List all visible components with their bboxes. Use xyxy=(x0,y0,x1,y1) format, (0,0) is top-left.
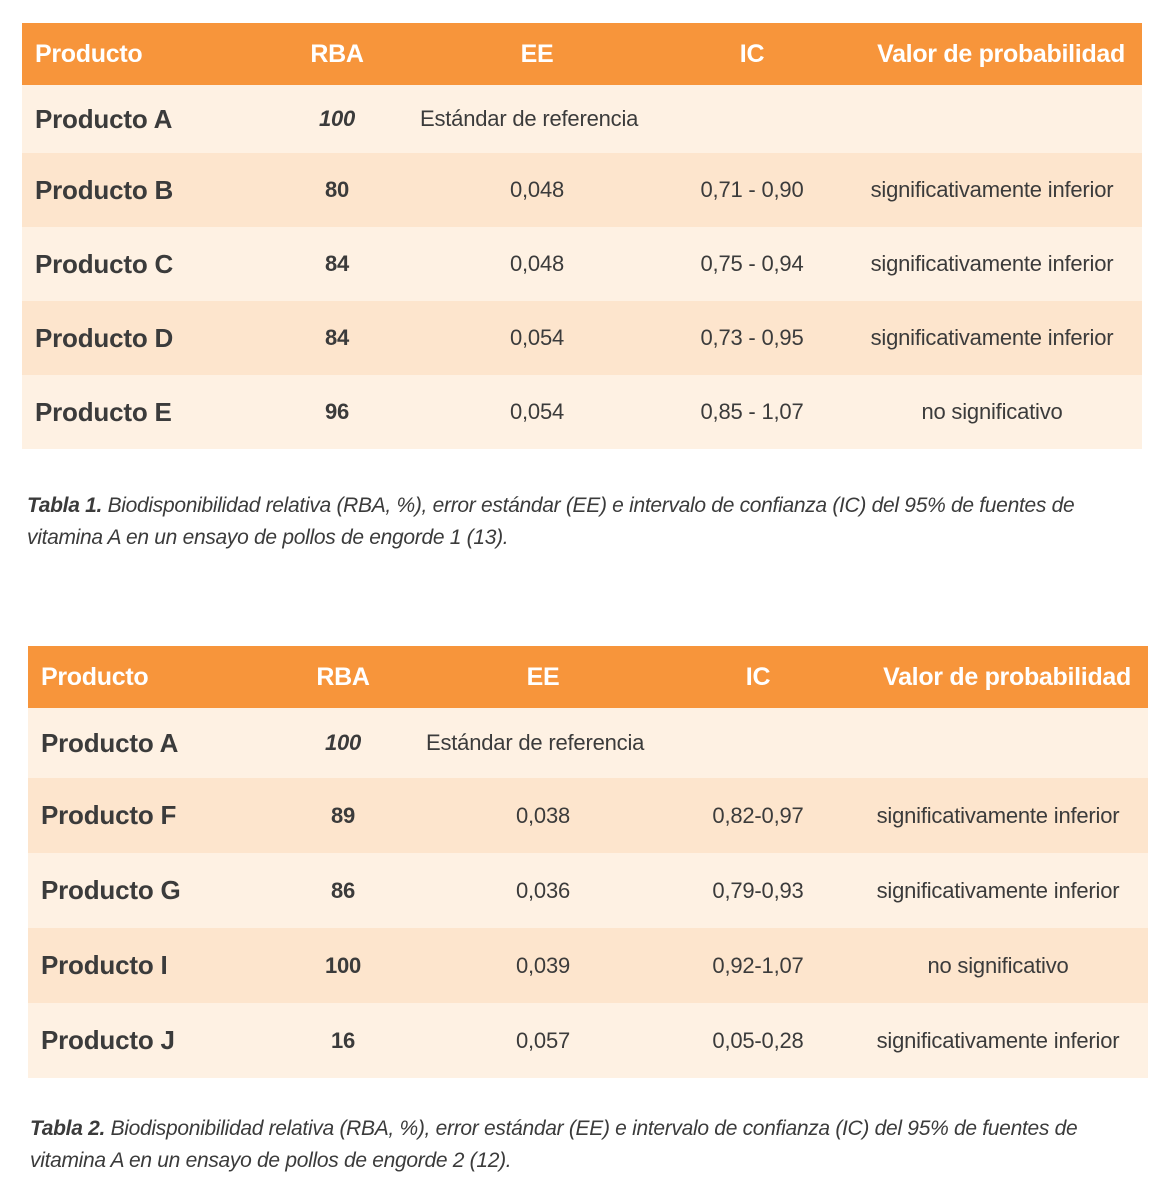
header-producto: Producto xyxy=(22,23,262,85)
caption-label: Tabla 1. xyxy=(27,494,103,517)
header-ee: EE xyxy=(412,23,662,85)
table-row xyxy=(22,153,1142,227)
ee-value: 0,038 xyxy=(418,778,668,853)
rba-value: 80 xyxy=(262,153,412,227)
reference-note: Estándar de referencia xyxy=(412,85,842,153)
ic-value: 0,92-1,07 xyxy=(668,928,848,1003)
ee-value: 0,054 xyxy=(412,301,662,375)
table-row xyxy=(28,778,1148,853)
caption-label: Tabla 2. xyxy=(30,1117,106,1140)
ic-value: 0,73 - 0,95 xyxy=(662,301,842,375)
ic-value: 0,71 - 0,90 xyxy=(662,153,842,227)
header-valor-probabilidad: Valor de probabilidad xyxy=(842,23,1142,85)
valor-probabilidad: significativamente inferior xyxy=(848,1003,1148,1078)
header-valor-probabilidad: Valor de probabilidad xyxy=(848,646,1148,708)
product-name: Producto D xyxy=(22,301,262,375)
ic-value: 0,79-0,93 xyxy=(668,853,848,928)
product-name: Producto E xyxy=(22,375,262,449)
table-row xyxy=(22,301,1142,375)
table-row xyxy=(28,853,1148,928)
header-ic: IC xyxy=(662,23,842,85)
ee-value: 0,054 xyxy=(412,375,662,449)
header-rba: RBA xyxy=(268,646,418,708)
valor-probabilidad: no significativo xyxy=(842,375,1142,449)
ee-value: 0,048 xyxy=(412,153,662,227)
ee-value: 0,048 xyxy=(412,227,662,301)
ic-value: 0,82-0,97 xyxy=(668,778,848,853)
valor-probabilidad: significativamente inferior xyxy=(842,301,1142,375)
rba-value: 96 xyxy=(262,375,412,449)
rba-value: 100 xyxy=(262,85,412,153)
table-1 xyxy=(22,23,1142,449)
rba-value: 100 xyxy=(268,928,418,1003)
table-2-grid xyxy=(28,646,1148,1078)
header-ic: IC xyxy=(668,646,848,708)
caption-text: Biodisponibilidad relativa (RBA, %), error estándar (EE) e intervalo de confianza (IC) del 95% de fuentes de vitamina A en un ensayo de pollos de engorde 1 (13). xyxy=(27,494,1075,549)
product-name: Producto C xyxy=(22,227,262,301)
product-name: Producto A xyxy=(22,85,262,153)
table-row-reference xyxy=(28,708,1148,778)
product-name: Producto G xyxy=(28,853,268,928)
table-row xyxy=(22,227,1142,301)
table-row-reference xyxy=(22,85,1142,153)
table-1-caption xyxy=(27,490,1147,554)
valor-probabilidad: significativamente inferior xyxy=(848,778,1148,853)
ee-value: 0,039 xyxy=(418,928,668,1003)
header-rba: RBA xyxy=(262,23,412,85)
rba-value: 86 xyxy=(268,853,418,928)
valor-probabilidad: significativamente inferior xyxy=(848,853,1148,928)
table-row xyxy=(28,1003,1148,1078)
table-header-row xyxy=(22,23,1142,85)
rba-value: 100 xyxy=(268,708,418,778)
table-2-caption xyxy=(30,1113,1150,1177)
table-row xyxy=(28,928,1148,1003)
product-name: Producto J xyxy=(28,1003,268,1078)
product-name: Producto I xyxy=(28,928,268,1003)
table-row xyxy=(22,375,1142,449)
product-name: Producto A xyxy=(28,708,268,778)
header-ee: EE xyxy=(418,646,668,708)
ic-value: 0,05-0,28 xyxy=(668,1003,848,1078)
rba-value: 16 xyxy=(268,1003,418,1078)
header-producto: Producto xyxy=(28,646,268,708)
table-2 xyxy=(28,646,1139,1078)
rba-value: 84 xyxy=(262,301,412,375)
table-header-row xyxy=(28,646,1148,708)
valor-probabilidad: significativamente inferior xyxy=(842,153,1142,227)
valor-probabilidad: no significativo xyxy=(848,928,1148,1003)
product-name: Producto F xyxy=(28,778,268,853)
ee-value: 0,057 xyxy=(418,1003,668,1078)
caption-text: Biodisponibilidad relativa (RBA, %), error estándar (EE) e intervalo de confianza (IC) del 95% de fuentes de vitamina A en un ensayo de pollos de engorde 2 (12). xyxy=(30,1117,1078,1172)
valor-probabilidad: significativamente inferior xyxy=(842,227,1142,301)
valor-probabilidad xyxy=(848,708,1148,778)
product-name: Producto B xyxy=(22,153,262,227)
rba-value: 89 xyxy=(268,778,418,853)
rba-value: 84 xyxy=(262,227,412,301)
valor-probabilidad xyxy=(842,85,1142,153)
table-1-grid xyxy=(22,23,1142,449)
ic-value: 0,75 - 0,94 xyxy=(662,227,842,301)
reference-note: Estándar de referencia xyxy=(418,708,848,778)
ic-value: 0,85 - 1,07 xyxy=(662,375,842,449)
ee-value: 0,036 xyxy=(418,853,668,928)
